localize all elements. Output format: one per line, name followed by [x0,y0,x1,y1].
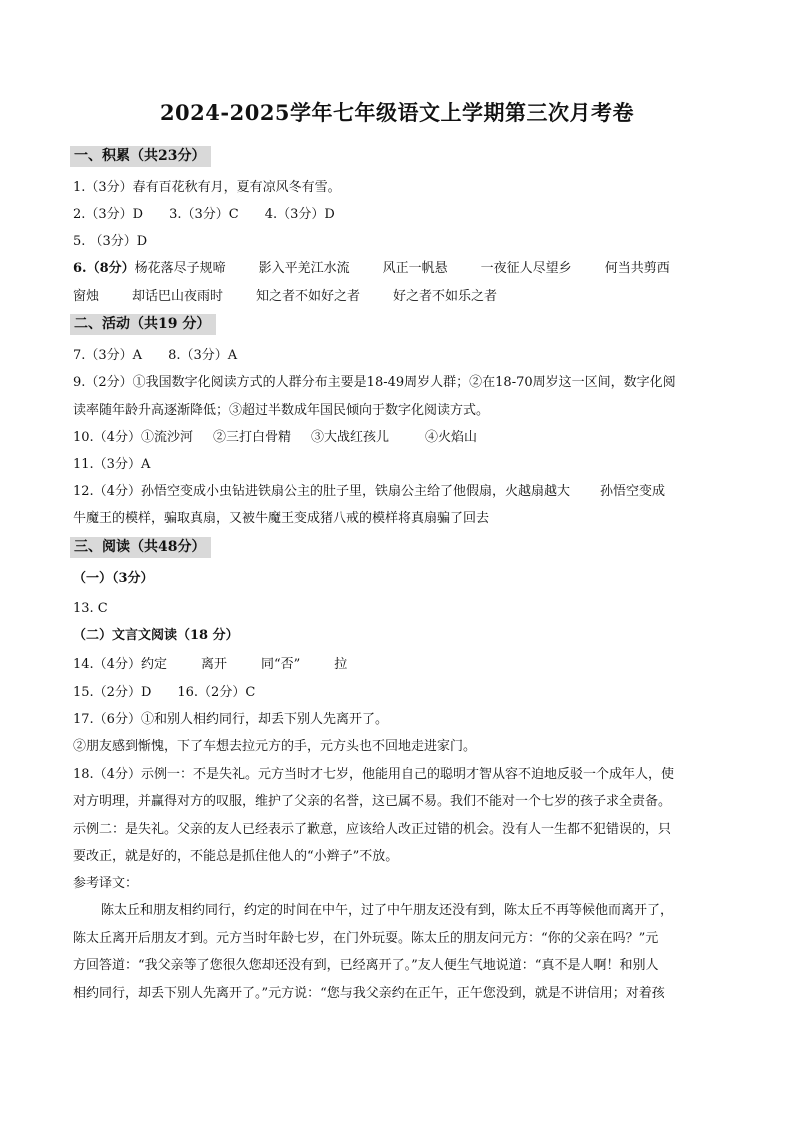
answer-10-label: 10.（4分） [73,430,141,445]
reference-translation-line: 相约同行，却丢下别人先离开了。”元方说：“您与我父亲约在正午，正午您没到，就是不讲信用；对着孩 [73,986,665,1001]
section-heading-accumulation: 一、积累（共23分） [70,146,211,167]
answer-14-label: 14.（4分） [73,657,141,672]
answer-7: 7.（3分）A [73,348,143,363]
answer-17-line-1: 17.（6分）①和别人相约同行，却丢下别人先离开了。 [73,712,388,727]
answer-12-line-2: 牛魔王的模样，骗取真扇，又被牛魔王变成猪八戒的模样将真扇骗了回去 [73,511,490,526]
answer-14-item: 离开 [200,657,227,672]
answer-6-item: 风正一帆悬 [382,261,448,276]
answer-6-line-1 [73,260,670,278]
answer-14 [73,656,347,674]
answer-row-7-8 [73,347,237,365]
answer-6-item: 杨花落尽子规啼 [134,261,226,276]
answer-3: 3.（3分）C [169,207,239,222]
subsection-heading-1: （一）（3分） [73,571,154,586]
answer-18-line-1: 18.（4分）示例一：不是失礼。元方当时才七岁，他能用自己的聪明才智从容不迫地反驳一个成年人，使 [73,767,674,782]
answer-row-2-4 [73,206,335,224]
answer-15: 15.（2分）D [73,685,152,700]
answer-6-line-2 [73,288,497,306]
answer-10 [73,429,477,447]
answer-18-line-3: 示例二：是失礼。父亲的友人已经表示了歉意，应该给人改正过错的机会。没有人一生都不犯错误的，只 [73,822,672,837]
answer-10-item: ②三打白骨精 [212,430,291,445]
answer-11: 11.（3分）A [73,457,151,472]
answer-2: 2.（3分）D [73,207,144,222]
answer-18-line-2: 对方明理，并赢得对方的叹服，维护了父亲的名誉，这已属不易。我们不能对一个七岁的孩子求全责备。 [73,794,672,809]
answer-10-item: ③大战红孩儿 [310,430,389,445]
answer-9-line-1: 9.（2分）①我国数字化阅读方式的人群分布主要是18-49周岁人群；②在18-70周岁这一区间，数字化阅 [73,375,676,390]
reference-translation-line: 陈太丘和朋友相约同行，约定的时间在中午，过了中午朋友还没有到，陈太丘不再等候他而离开了， [101,903,674,918]
answer-6-label: 6.（8分） [73,261,135,276]
answer-4: 4.（3分）D [264,207,335,222]
answer-12-text: 孙悟空变成 [599,484,665,499]
answer-17-line-2: ②朋友感到惭愧，下了车想去拉元方的手，元方头也不回地走进家门。 [73,739,477,754]
answer-18-line-4: 要改正，就是好的，不能总是抓住他人的“小辫子”不放。 [73,849,399,864]
answer-14-item: 约定 [140,657,167,672]
answer-14-item: 同“否” [260,657,301,672]
answer-6-item: 却话巴山夜雨时 [132,289,224,304]
section-heading-reading: 三、阅读（共48分） [70,537,211,558]
answer-16: 16.（2分）C [177,685,256,700]
answer-10-item: ④火焰山 [425,430,478,445]
page-title: 2024-2025学年七年级语文上学期第三次月考卷 [159,100,635,125]
answer-6-item: 一夜征人尽望乡 [480,261,572,276]
answer-8: 8.（3分）A [168,348,238,363]
answer-9-line-2: 读率随年龄升高逐渐降低；③超过半数成年国民倾向于数字化阅读方式。 [73,403,490,418]
answer-13: 13. C [73,601,108,616]
answer-6-item: 知之者不如好之者 [256,289,361,304]
answer-12-line-1 [73,483,665,501]
section-heading-activity: 二、活动（共19 分） [70,314,216,335]
answer-6-item: 何当共剪西 [604,261,670,276]
answer-6-item: 窗烛 [73,289,100,304]
answer-10-item: ①流沙河 [140,430,193,445]
answer-6-item: 影入平羌江水流 [258,261,350,276]
subsection-heading-2: （二）文言文阅读（18 分） [73,628,239,643]
answer-row-15-16 [73,684,255,702]
answer-6-item: 好之者不如乐之者 [393,289,498,304]
answer-5: 5. （3分）D [73,234,148,249]
reference-translation-line: 陈太丘离开后朋友才到。元方当时年龄七岁，在门外玩耍。陈太丘的朋友问元方：“你的父亲在吗？”元 [73,931,659,946]
answer-12-text: 12.（4分）孙悟空变成小虫钻进铁扇公主的肚子里，铁扇公主给了他假扇，火越扇越大 [73,484,570,499]
reference-translation-line: 方回答道：“我父亲等了您很久您却还没有到，已经离开了。”友人便生气地说道：“真不是人啊！和别人 [73,958,659,973]
answer-1: 1.（3分）春有百花秋有月，夏有凉风冬有雪。 [73,180,341,195]
reference-translation-label: 参考译文： [73,876,139,891]
answer-14-item: 拉 [334,657,348,672]
